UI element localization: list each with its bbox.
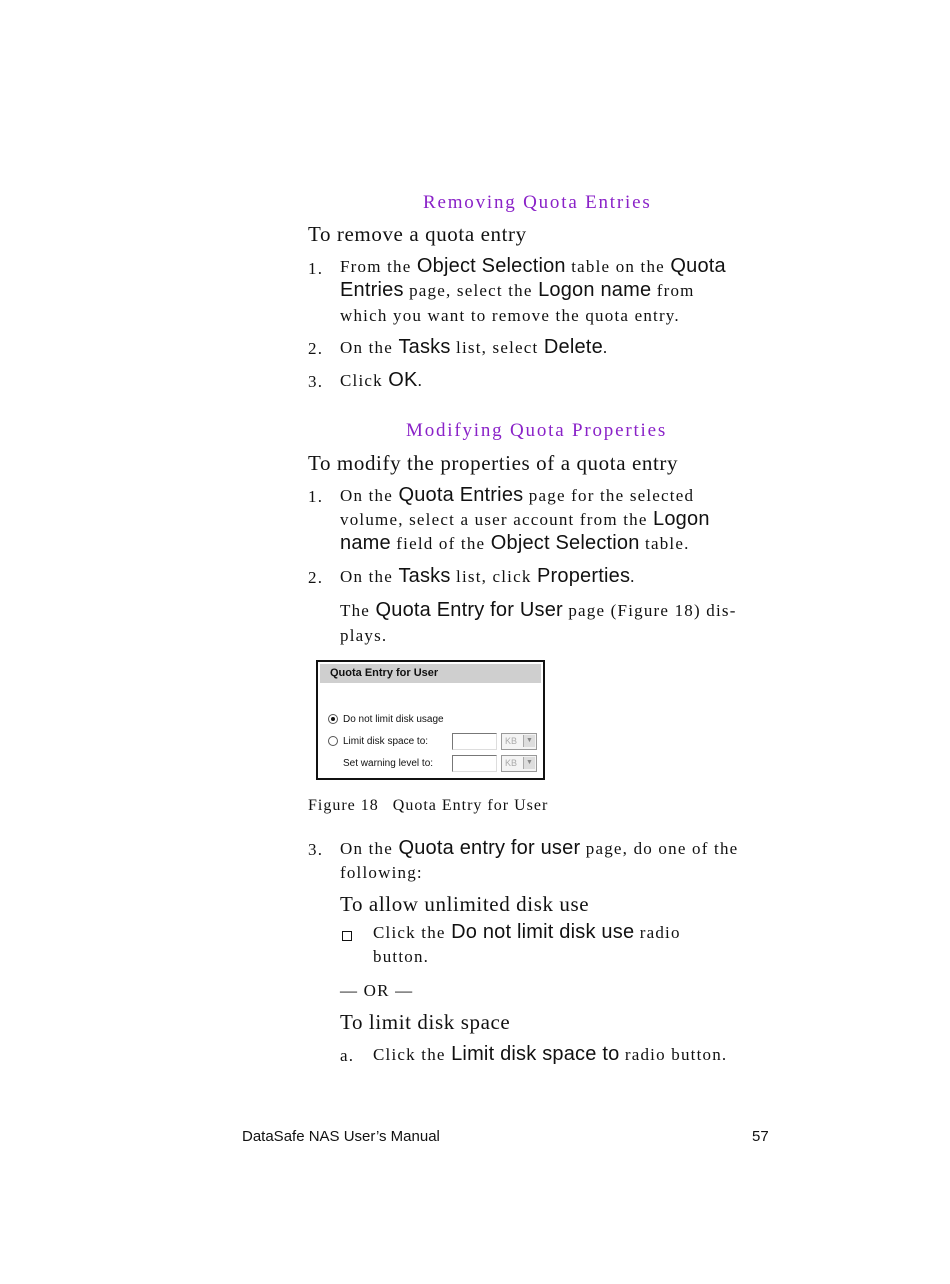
warning-level-input[interactable] bbox=[452, 755, 497, 772]
procedure-heading-remove: To remove a quota entry bbox=[308, 222, 527, 246]
limit-disk-space-label: Limit disk space to: bbox=[343, 736, 429, 747]
substep-text-line: Click the Limit disk space to radio button. bbox=[373, 1043, 728, 1065]
limit-disk-space-radio[interactable] bbox=[328, 736, 338, 746]
subheading-unlimited: To allow unlimited disk use bbox=[340, 892, 590, 916]
step-number: 2. bbox=[308, 339, 324, 358]
step-text-line: On the Tasks list, select Delete. bbox=[340, 336, 609, 358]
footer-manual-title: DataSafe NAS User’s Manual bbox=[242, 1128, 440, 1145]
step-number: 3. bbox=[308, 840, 324, 859]
warning-unit-select[interactable] bbox=[501, 755, 537, 772]
chevron-down-icon: ▼ bbox=[523, 757, 535, 769]
step-text-line: Click OK. bbox=[340, 369, 424, 391]
limit-disk-space-input[interactable] bbox=[452, 733, 497, 750]
procedure-heading-modify: To modify the properties of a quota entry bbox=[308, 451, 679, 475]
step-text-line: Entries page, select the Logon name from bbox=[340, 279, 695, 301]
chevron-down-icon: ▼ bbox=[523, 735, 535, 747]
substep-letter: a. bbox=[340, 1046, 355, 1065]
limit-unit-value: KB bbox=[505, 736, 518, 746]
step-text-line: On the Quota entry for user page, do one of the bbox=[340, 837, 739, 859]
do-not-limit-radio[interactable] bbox=[328, 714, 338, 724]
step-text-line: On the Quota Entries page for the selected bbox=[340, 484, 695, 506]
warning-unit-value: KB bbox=[505, 758, 518, 768]
section-title-modifying: Modifying Quota Properties bbox=[406, 420, 668, 441]
step-number: 1. bbox=[308, 259, 324, 278]
do-not-limit-label: Do not limit disk usage bbox=[343, 714, 444, 725]
bullet-text-line: Click the Do not limit disk use radio bbox=[373, 921, 681, 943]
checkbox-bullet-icon bbox=[342, 931, 352, 941]
warning-level-label: Set warning level to: bbox=[343, 758, 434, 769]
limit-unit-select[interactable] bbox=[501, 733, 537, 750]
figure-caption: Figure 18 Quota Entry for User bbox=[308, 797, 549, 814]
step-text-line: The Quota Entry for User page (Figure 18) dis- bbox=[340, 599, 737, 621]
step-text-line: volume, select a user account from the Logon bbox=[340, 508, 710, 530]
subheading-limit: To limit disk space bbox=[340, 1010, 511, 1034]
bullet-text-line: button. bbox=[373, 947, 430, 966]
footer-page-number: 57 bbox=[752, 1128, 769, 1145]
step-number: 2. bbox=[308, 568, 324, 587]
section-title-removing: Removing Quota Entries bbox=[423, 192, 652, 213]
step-number: 1. bbox=[308, 487, 324, 506]
figure-panel-title: Quota Entry for User bbox=[320, 664, 541, 683]
step-text-line: following: bbox=[340, 863, 423, 882]
quota-entry-figure bbox=[316, 660, 545, 780]
step-text-line: name field of the Object Selection table. bbox=[340, 532, 690, 554]
or-separator: — OR — bbox=[340, 981, 414, 1000]
step-text-line: On the Tasks list, click Properties. bbox=[340, 565, 636, 587]
step-number: 3. bbox=[308, 372, 324, 391]
step-text-line: From the Object Selection table on the Quota bbox=[340, 255, 726, 277]
step-text-line: plays. bbox=[340, 626, 388, 645]
step-text-line: which you want to remove the quota entry. bbox=[340, 306, 680, 325]
